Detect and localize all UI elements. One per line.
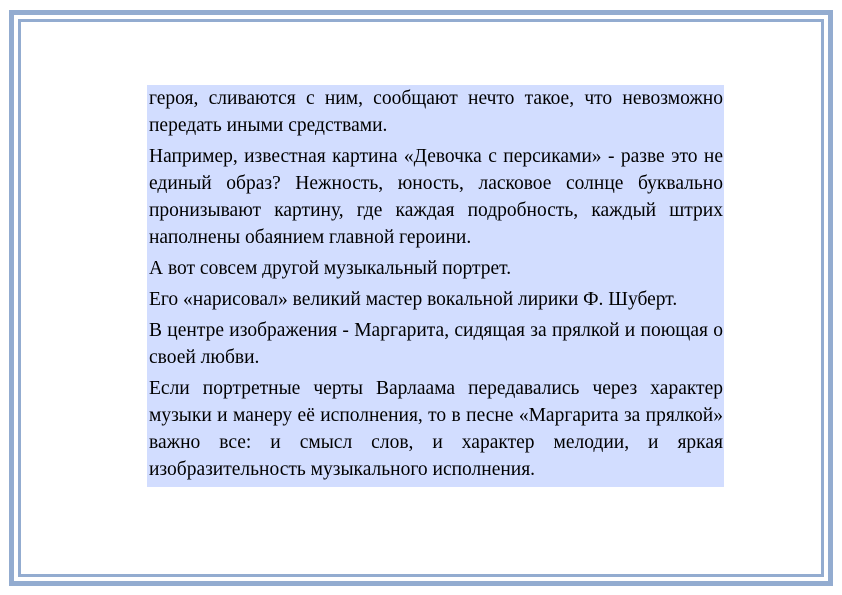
- text-block: [147, 85, 724, 487]
- paragraph-3: А вот совсем другой музыкальный портрет.: [149, 258, 512, 279]
- paragraph-6: Если портретные черты Варлаама передавались через характер музыки и манеру её исполнения, то в песне «Маргарита за прялкой» важно все: и смысл слов, и характер мелодии, и яркая изобразительность музыкального исполнения.: [149, 378, 723, 480]
- paragraph-2: Например, известная картина «Девочка с персиками» - разве это не единый образ? Нежность, юность, ласковое солнце буквально пронизывают картину, где каждая подробность, каждый штрих наполнены обаянием главной героини.: [149, 146, 723, 248]
- paragraph-5: В центре изображения - Маргарита, сидящая за прялкой и поющая о своей любви.: [149, 320, 723, 368]
- paragraph-1: героя, сливаются с ним, сообщают нечто такое, что невозможно передать иными средствами.: [149, 88, 723, 136]
- paragraph-4: Его «нарисовал» великий мастер вокальной лирики Ф. Шуберт.: [149, 289, 678, 310]
